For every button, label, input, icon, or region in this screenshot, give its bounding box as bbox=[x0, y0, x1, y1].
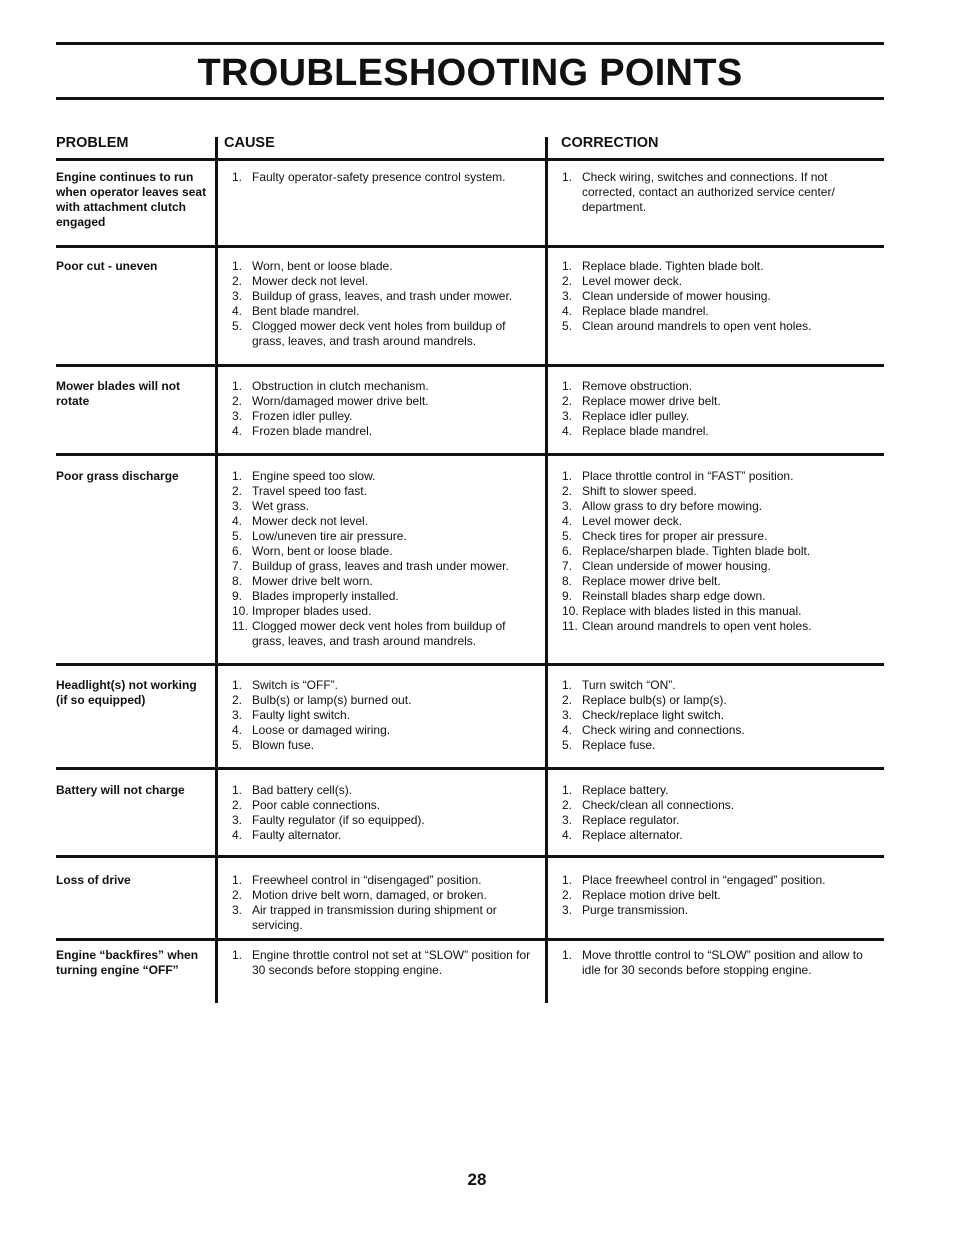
item-text: Motion drive belt worn, damaged, or broken. bbox=[252, 888, 487, 902]
cause-item bbox=[220, 289, 538, 304]
cause-item bbox=[220, 903, 538, 933]
cause-item bbox=[220, 604, 538, 619]
item-number: 5. bbox=[232, 529, 243, 543]
item-text: Clean around mandrels to open vent holes. bbox=[582, 619, 812, 633]
item-number: 2. bbox=[232, 798, 243, 812]
item-text: Worn, bent or loose blade. bbox=[252, 259, 393, 273]
item-number: 7. bbox=[232, 559, 243, 573]
item-number: 3. bbox=[232, 903, 243, 917]
cause-item bbox=[220, 529, 538, 544]
correction-item bbox=[550, 469, 874, 484]
correction-list bbox=[550, 379, 874, 439]
item-number: 1. bbox=[562, 873, 573, 887]
cause-item bbox=[220, 678, 538, 693]
row-divider bbox=[56, 938, 884, 941]
item-text: Blown fuse. bbox=[252, 738, 315, 752]
item-number: 1. bbox=[562, 379, 573, 393]
cause-item bbox=[220, 499, 538, 514]
problem-label: Battery will not charge bbox=[56, 783, 185, 797]
item-number: 1. bbox=[562, 783, 573, 797]
item-text: Frozen idler pulley. bbox=[252, 409, 353, 423]
item-number: 4. bbox=[562, 514, 573, 528]
cause-item bbox=[220, 409, 538, 424]
cause-list bbox=[220, 259, 538, 349]
correction-item bbox=[550, 559, 874, 574]
item-number: 11. bbox=[232, 619, 248, 633]
item-number: 11. bbox=[562, 619, 578, 633]
header-correction: CORRECTION bbox=[561, 135, 659, 151]
item-number: 4. bbox=[562, 304, 573, 318]
item-number: 9. bbox=[232, 589, 243, 603]
cause-item bbox=[220, 888, 538, 903]
cause-item bbox=[220, 798, 538, 813]
item-text: Mower deck not level. bbox=[252, 274, 369, 288]
item-text: Allow grass to dry before mowing. bbox=[582, 499, 763, 513]
problem-label: Engine “backfires” when turning engine “OFF” bbox=[56, 948, 199, 977]
row-divider bbox=[56, 767, 884, 770]
cause-list bbox=[220, 170, 538, 185]
correction-item bbox=[550, 170, 874, 215]
correction-list bbox=[550, 948, 874, 978]
item-number: 4. bbox=[232, 304, 243, 318]
correction-item bbox=[550, 798, 874, 813]
item-text: Place freewheel control in “engaged” position. bbox=[582, 873, 826, 887]
item-text: Buildup of grass, leaves and trash under mower. bbox=[252, 559, 509, 573]
correction-item bbox=[550, 678, 874, 693]
item-text: Check tires for proper air pressure. bbox=[582, 529, 768, 543]
item-number: 2. bbox=[562, 274, 573, 288]
item-number: 2. bbox=[562, 693, 573, 707]
item-text: Replace mower drive belt. bbox=[582, 574, 721, 588]
item-number: 3. bbox=[232, 289, 243, 303]
cause-item bbox=[220, 559, 538, 574]
item-text: Replace blade mandrel. bbox=[582, 424, 709, 438]
item-text: Move throttle control to “SLOW” position and allow to idle for 30 seconds before stopping engine. bbox=[582, 948, 863, 977]
cause-item bbox=[220, 484, 538, 499]
correction-item bbox=[550, 589, 874, 604]
correction-item bbox=[550, 274, 874, 289]
item-text: Blades improperly installed. bbox=[252, 589, 399, 603]
item-number: 2. bbox=[562, 394, 573, 408]
cause-item bbox=[220, 379, 538, 394]
item-text: Replace battery. bbox=[582, 783, 669, 797]
row-divider bbox=[56, 245, 884, 248]
cause-list bbox=[220, 469, 538, 649]
cause-item bbox=[220, 394, 538, 409]
item-number: 5. bbox=[562, 529, 573, 543]
correction-item bbox=[550, 723, 874, 738]
item-text: Switch is “OFF”. bbox=[252, 678, 338, 692]
problem-label: Poor cut - uneven bbox=[56, 259, 158, 273]
cause-list bbox=[220, 783, 538, 843]
column-divider-2 bbox=[545, 137, 548, 1003]
item-number: 2. bbox=[562, 484, 573, 498]
cause-item bbox=[220, 469, 538, 484]
item-text: Wet grass. bbox=[252, 499, 310, 513]
item-text: Travel speed too fast. bbox=[252, 484, 367, 498]
item-number: 4. bbox=[562, 828, 573, 842]
correction-list bbox=[550, 783, 874, 843]
item-number: 5. bbox=[232, 319, 243, 333]
correction-list bbox=[550, 678, 874, 753]
cause-item bbox=[220, 259, 538, 274]
item-text: Replace blade mandrel. bbox=[582, 304, 709, 318]
item-text: Clogged mower deck vent holes from buildup of grass, leaves, and trash around mandrels. bbox=[252, 319, 506, 348]
item-number: 3. bbox=[562, 499, 573, 513]
item-number: 1. bbox=[232, 873, 243, 887]
cause-item bbox=[220, 274, 538, 289]
item-text: Clogged mower deck vent holes from buildup of grass, leaves, and trash around mandrels. bbox=[252, 619, 506, 648]
item-text: Faulty operator-safety presence control system. bbox=[252, 170, 506, 184]
correction-list bbox=[550, 259, 874, 334]
correction-item bbox=[550, 619, 874, 634]
problem-label: Headlight(s) not working (if so equipped) bbox=[56, 678, 197, 707]
item-text: Buildup of grass, leaves, and trash under mower. bbox=[252, 289, 513, 303]
item-text: Improper blades used. bbox=[252, 604, 372, 618]
correction-item bbox=[550, 738, 874, 753]
item-number: 1. bbox=[232, 259, 243, 273]
item-text: Replace mower drive belt. bbox=[582, 394, 721, 408]
header-cause: CAUSE bbox=[224, 135, 275, 151]
correction-list bbox=[550, 170, 874, 215]
item-text: Air trapped in transmission during shipment or servicing. bbox=[252, 903, 497, 932]
header-rule bbox=[56, 158, 884, 161]
row-divider bbox=[56, 855, 884, 858]
item-number: 2. bbox=[562, 888, 573, 902]
item-number: 8. bbox=[232, 574, 243, 588]
item-text: Replace motion drive belt. bbox=[582, 888, 721, 902]
item-text: Replace blade. Tighten blade bolt. bbox=[582, 259, 764, 273]
item-number: 1. bbox=[232, 678, 243, 692]
cause-item bbox=[220, 873, 538, 888]
item-text: Replace fuse. bbox=[582, 738, 656, 752]
correction-list bbox=[550, 873, 874, 918]
item-number: 1. bbox=[562, 948, 573, 962]
item-text: Worn/damaged mower drive belt. bbox=[252, 394, 429, 408]
item-number: 3. bbox=[232, 813, 243, 827]
page-title: TROUBLESHOOTING POINTS bbox=[197, 52, 743, 94]
item-number: 3. bbox=[232, 409, 243, 423]
item-number: 1. bbox=[232, 469, 243, 483]
cause-item bbox=[220, 813, 538, 828]
item-number: 9. bbox=[562, 589, 573, 603]
correction-item bbox=[550, 574, 874, 589]
correction-item bbox=[550, 409, 874, 424]
cause-item bbox=[220, 948, 538, 978]
item-text: Frozen blade mandrel. bbox=[252, 424, 373, 438]
item-number: 2. bbox=[232, 484, 243, 498]
item-number: 1. bbox=[232, 170, 243, 184]
item-number: 6. bbox=[232, 544, 243, 558]
header-problem: PROBLEM bbox=[56, 135, 129, 151]
item-text: Check/replace light switch. bbox=[582, 708, 725, 722]
item-number: 4. bbox=[562, 424, 573, 438]
item-number: 4. bbox=[232, 424, 243, 438]
item-number: 3. bbox=[232, 708, 243, 722]
cause-list bbox=[220, 873, 538, 933]
item-text: Bulb(s) or lamp(s) burned out. bbox=[252, 693, 412, 707]
item-text: Worn, bent or loose blade. bbox=[252, 544, 393, 558]
problem-label: Mower blades will not rotate bbox=[56, 379, 181, 408]
correction-item bbox=[550, 604, 874, 619]
cause-item bbox=[220, 304, 538, 319]
correction-item bbox=[550, 499, 874, 514]
item-text: Replace idler pulley. bbox=[582, 409, 690, 423]
cause-item bbox=[220, 619, 538, 649]
item-number: 1. bbox=[562, 170, 573, 184]
cause-item bbox=[220, 424, 538, 439]
item-number: 2. bbox=[232, 888, 243, 902]
item-text: Check/clean all connections. bbox=[582, 798, 735, 812]
item-number: 5. bbox=[232, 738, 243, 752]
item-number: 10. bbox=[232, 604, 249, 618]
correction-item bbox=[550, 708, 874, 723]
item-number: 1. bbox=[562, 678, 573, 692]
cause-item bbox=[220, 574, 538, 589]
correction-item bbox=[550, 304, 874, 319]
item-text: Replace/sharpen blade. Tighten blade bolt. bbox=[582, 544, 811, 558]
cause-item bbox=[220, 170, 538, 185]
problem-label: Loss of drive bbox=[56, 873, 131, 887]
correction-item bbox=[550, 484, 874, 499]
item-number: 3. bbox=[562, 409, 573, 423]
correction-item bbox=[550, 379, 874, 394]
item-text: Bad battery cell(s). bbox=[252, 783, 353, 797]
cause-item bbox=[220, 693, 538, 708]
item-number: 3. bbox=[232, 499, 243, 513]
item-text: Bent blade mandrel. bbox=[252, 304, 360, 318]
item-text: Faulty alternator. bbox=[252, 828, 342, 842]
cause-item bbox=[220, 708, 538, 723]
item-number: 6. bbox=[562, 544, 573, 558]
item-text: Check wiring and connections. bbox=[582, 723, 745, 737]
item-text: Turn switch “ON”. bbox=[582, 678, 676, 692]
correction-item bbox=[550, 783, 874, 798]
item-text: Place throttle control in “FAST” position. bbox=[582, 469, 794, 483]
item-text: Replace regulator. bbox=[582, 813, 680, 827]
title-bottom-rule bbox=[56, 97, 884, 100]
item-text: Replace alternator. bbox=[582, 828, 683, 842]
item-number: 3. bbox=[562, 903, 573, 917]
item-number: 1. bbox=[232, 948, 243, 962]
cause-item bbox=[220, 544, 538, 559]
correction-item bbox=[550, 948, 874, 978]
correction-list bbox=[550, 469, 874, 634]
item-number: 3. bbox=[562, 813, 573, 827]
correction-item bbox=[550, 828, 874, 843]
item-text: Engine throttle control not set at “SLOW” position for 30 seconds before stopping engine. bbox=[252, 948, 531, 977]
item-text: Poor cable connections. bbox=[252, 798, 381, 812]
correction-item bbox=[550, 514, 874, 529]
item-number: 4. bbox=[232, 828, 243, 842]
correction-item bbox=[550, 529, 874, 544]
cause-list bbox=[220, 379, 538, 439]
item-text: Engine speed too slow. bbox=[252, 469, 376, 483]
page-number: 28 bbox=[467, 1170, 487, 1189]
item-text: Obstruction in clutch mechanism. bbox=[252, 379, 429, 393]
cause-item bbox=[220, 828, 538, 843]
title-top-rule bbox=[56, 42, 884, 45]
correction-item bbox=[550, 903, 874, 918]
item-number: 8. bbox=[562, 574, 573, 588]
item-number: 5. bbox=[562, 319, 573, 333]
cause-item bbox=[220, 319, 538, 349]
item-number: 3. bbox=[562, 708, 573, 722]
problem-label: Engine continues to run when operator leaves seat with attachment clutch engaged bbox=[56, 170, 207, 229]
correction-item bbox=[550, 319, 874, 334]
correction-item bbox=[550, 259, 874, 274]
item-text: Purge transmission. bbox=[582, 903, 689, 917]
cause-item bbox=[220, 738, 538, 753]
cause-item bbox=[220, 783, 538, 798]
item-number: 3. bbox=[562, 289, 573, 303]
item-text: Clean around mandrels to open vent holes. bbox=[582, 319, 812, 333]
item-number: 10. bbox=[562, 604, 579, 618]
item-text: Faulty light switch. bbox=[252, 708, 351, 722]
item-number: 2. bbox=[232, 274, 243, 288]
cause-list bbox=[220, 948, 538, 978]
item-number: 4. bbox=[232, 514, 243, 528]
column-divider-1 bbox=[215, 137, 218, 1003]
cause-list bbox=[220, 678, 538, 753]
item-text: Clean underside of mower housing. bbox=[582, 559, 771, 573]
item-text: Loose or damaged wiring. bbox=[252, 723, 391, 737]
item-text: Clean underside of mower housing. bbox=[582, 289, 771, 303]
correction-item bbox=[550, 888, 874, 903]
correction-item bbox=[550, 394, 874, 409]
row-divider bbox=[56, 663, 884, 666]
item-text: Level mower deck. bbox=[582, 274, 683, 288]
item-number: 2. bbox=[232, 394, 243, 408]
item-text: Low/uneven tire air pressure. bbox=[252, 529, 407, 543]
item-text: Remove obstruction. bbox=[582, 379, 693, 393]
item-text: Replace bulb(s) or lamp(s). bbox=[582, 693, 727, 707]
item-text: Mower deck not level. bbox=[252, 514, 369, 528]
correction-item bbox=[550, 693, 874, 708]
item-text: Shift to slower speed. bbox=[582, 484, 697, 498]
item-number: 4. bbox=[232, 723, 243, 737]
item-number: 1. bbox=[232, 379, 243, 393]
item-number: 2. bbox=[562, 798, 573, 812]
correction-item bbox=[550, 813, 874, 828]
item-text: Level mower deck. bbox=[582, 514, 683, 528]
correction-item bbox=[550, 424, 874, 439]
cause-item bbox=[220, 589, 538, 604]
row-divider bbox=[56, 453, 884, 456]
problem-label: Poor grass discharge bbox=[56, 469, 179, 483]
item-number: 7. bbox=[562, 559, 573, 573]
correction-item bbox=[550, 544, 874, 559]
item-text: Check wiring, switches and connections. If not corrected, contact an authorized service center/ department. bbox=[582, 170, 835, 214]
item-text: Reinstall blades sharp edge down. bbox=[582, 589, 766, 603]
item-text: Faulty regulator (if so equipped). bbox=[252, 813, 425, 827]
item-number: 1. bbox=[562, 469, 573, 483]
item-text: Freewheel control in “disengaged” position. bbox=[252, 873, 482, 887]
item-number: 4. bbox=[562, 723, 573, 737]
item-number: 5. bbox=[562, 738, 573, 752]
cause-item bbox=[220, 514, 538, 529]
cause-item bbox=[220, 723, 538, 738]
item-number: 2. bbox=[232, 693, 243, 707]
correction-item bbox=[550, 873, 874, 888]
item-text: Replace with blades listed in this manual. bbox=[582, 604, 802, 618]
row-divider bbox=[56, 364, 884, 367]
correction-item bbox=[550, 289, 874, 304]
item-number: 1. bbox=[232, 783, 243, 797]
item-number: 1. bbox=[562, 259, 573, 273]
item-text: Mower drive belt worn. bbox=[252, 574, 373, 588]
